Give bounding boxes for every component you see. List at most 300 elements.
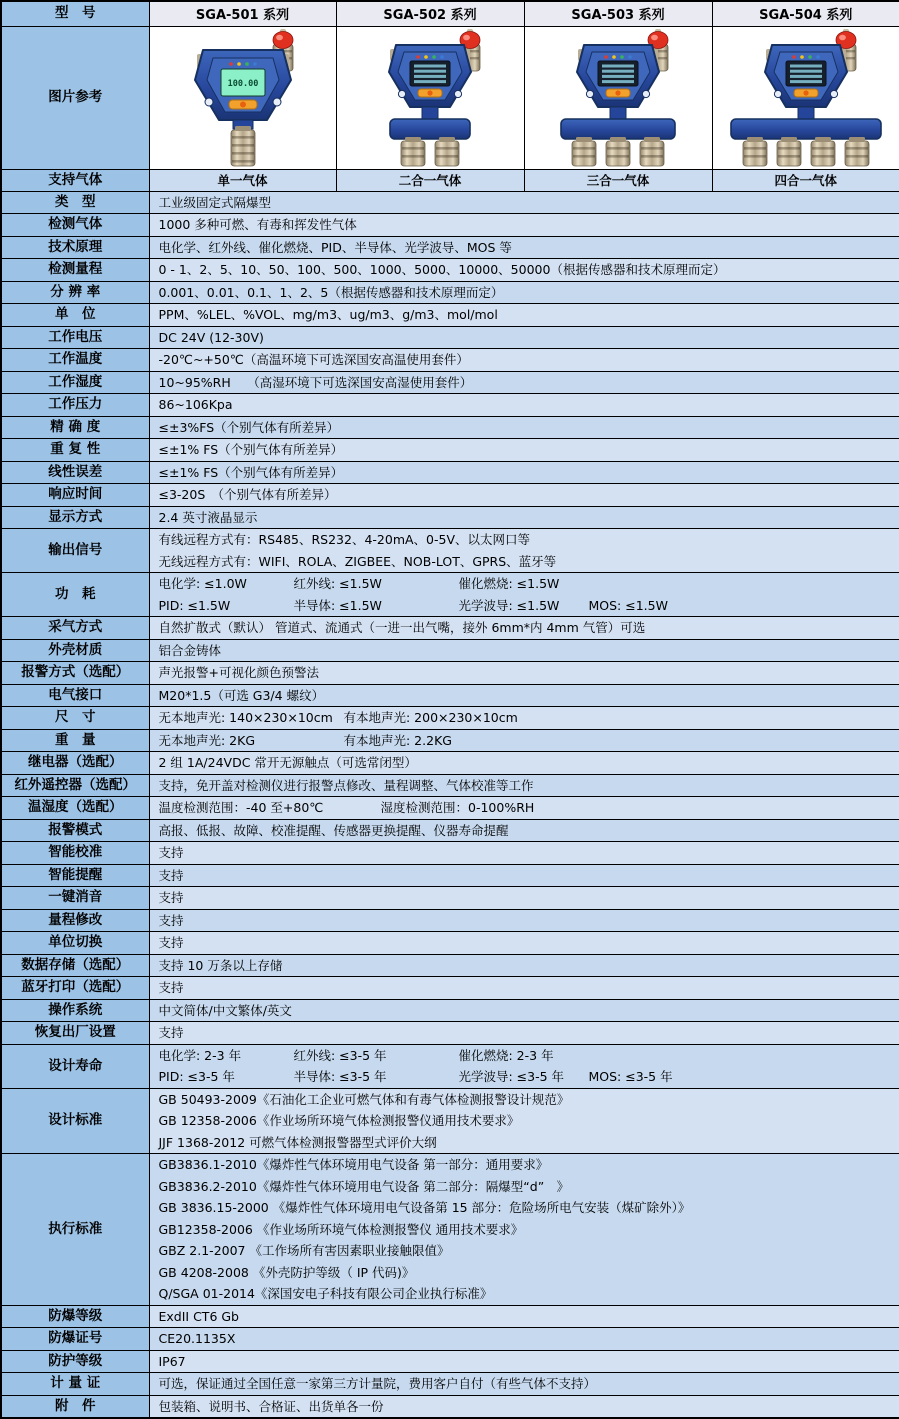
sensor-connector	[439, 137, 455, 142]
row-label: 计 量 证	[1, 1373, 149, 1396]
spec-line	[159, 1066, 899, 1088]
sensor-rib	[232, 160, 254, 163]
status-led	[604, 55, 608, 59]
spec-line	[159, 1373, 899, 1395]
row-label: 智能提醒	[1, 864, 149, 887]
spec-value	[149, 887, 899, 910]
spec-segment: Q/SGA 01-2014《深国安电子科技有限公司企业执行标准》	[159, 1283, 493, 1305]
gas-sensor-cylinder	[606, 141, 630, 166]
row-label: 单位切换	[1, 932, 149, 955]
spec-line	[159, 910, 899, 932]
spec-line	[159, 1132, 899, 1154]
spec-value	[149, 371, 899, 394]
spec-row	[1, 999, 899, 1022]
status-led	[440, 55, 444, 59]
spec-row	[1, 707, 899, 730]
product-image-sga-504	[712, 26, 899, 169]
spec-row	[1, 954, 899, 977]
spec-row	[1, 842, 899, 865]
spec-row	[1, 1088, 899, 1154]
spec-value	[149, 1350, 899, 1373]
row-label: 采气方式	[1, 617, 149, 640]
spec-segment: GB3836.2-2010《爆炸性气体环境用电气设备 第二部分：隔爆型“d” 》	[159, 1176, 570, 1198]
spec-value	[149, 439, 899, 462]
detector-illustration-sga-502	[338, 28, 523, 168]
supported-gas-row	[1, 169, 899, 191]
detector-illustration-sga-504	[714, 28, 899, 168]
spec-value	[149, 954, 899, 977]
screen-data-line	[414, 69, 446, 72]
spec-row	[1, 394, 899, 417]
screen-data-line	[602, 69, 634, 72]
spec-segment: 温度检测范围：-40 至+80℃	[159, 797, 381, 819]
mount-ear-hole	[454, 90, 461, 97]
sensor-rib	[436, 155, 458, 158]
spec-segment: GB 12358-2006《作业场所环境气体检测报警仪通用技术要求》	[159, 1110, 520, 1132]
spec-segment: 电化学: 2-3 年	[159, 1045, 294, 1067]
mount-ear-hole	[774, 90, 781, 97]
spec-segment: 红外线: ≤1.5W	[294, 573, 459, 595]
spec-line	[159, 439, 899, 461]
spec-row	[1, 349, 899, 372]
spec-value	[149, 281, 899, 304]
gas-sensor-cylinder	[777, 141, 801, 166]
spec-row	[1, 639, 899, 662]
sensor-connector	[644, 137, 660, 142]
row-label: 功 耗	[1, 573, 149, 617]
mount-ear-hole	[830, 90, 837, 97]
spec-value	[149, 662, 899, 685]
spec-segment: MOS: ≤1.5W	[589, 595, 668, 617]
spec-line	[159, 1045, 899, 1067]
spec-line	[159, 977, 899, 999]
spec-segment: PPM、%LEL、%VOL、mg/m3、ug/m3、g/m3、mol/mol	[159, 304, 498, 326]
spec-segment: GB 4208-2008 《外壳防护等级（ IP 代码)》	[159, 1262, 415, 1284]
spec-segment: 包装箱、说明书、合格证、出货单各一份	[159, 1396, 384, 1418]
status-led	[620, 55, 624, 59]
spec-line	[159, 1283, 899, 1305]
spec-value	[149, 1395, 899, 1418]
beacon-red-dome	[273, 31, 293, 48]
spec-row	[1, 416, 899, 439]
model-header-cell: SGA-502 系列	[336, 1, 524, 26]
spec-line	[159, 775, 899, 797]
status-led	[792, 55, 796, 59]
spec-segment: 10~95%RH （高湿环境下可选深国安高湿使用套件）	[159, 372, 473, 394]
spec-row	[1, 1305, 899, 1328]
status-led	[416, 55, 420, 59]
status-led	[816, 55, 820, 59]
spec-row	[1, 1328, 899, 1351]
status-led	[237, 62, 241, 66]
spec-line	[159, 462, 899, 484]
spec-line	[159, 1306, 899, 1328]
mount-ear-hole	[586, 90, 593, 97]
screen-data-line	[414, 74, 446, 77]
spec-value	[149, 1305, 899, 1328]
status-led	[229, 62, 233, 66]
sensor-rib	[607, 147, 629, 150]
spec-segment: 支持	[159, 910, 184, 932]
row-label: 红外遥控器（选配）	[1, 774, 149, 797]
spec-segment: 支持，免开盖对检测仪进行报警点修改、量程调整、气体校准等工作	[159, 775, 534, 797]
row-label: 设计寿命	[1, 1044, 149, 1088]
spec-segment: CE20.1135X	[159, 1328, 236, 1350]
spec-line	[159, 730, 899, 752]
gas-type-cell: 二合一气体	[336, 169, 524, 191]
spec-value	[149, 191, 899, 214]
spec-value	[149, 977, 899, 1000]
row-label: 尺 寸	[1, 707, 149, 730]
spec-segment: 支持	[159, 932, 184, 954]
spec-segment: 催化燃烧: ≤1.5W	[459, 573, 589, 595]
beacon-highlight	[839, 34, 846, 40]
spec-value	[149, 932, 899, 955]
spec-segment: 无线远程方式有：WIFI、ROLA、ZIGBEE、NOB-LOT、GPRS、蓝牙等	[159, 551, 557, 573]
row-label: 继电器（选配）	[1, 752, 149, 775]
spec-row	[1, 191, 899, 214]
status-led	[612, 55, 616, 59]
row-label: 重 复 性	[1, 439, 149, 462]
beacon-highlight	[651, 34, 658, 40]
spec-segment: PID: ≤1.5W	[159, 595, 294, 617]
row-label: 精 确 度	[1, 416, 149, 439]
gas-sensor-cylinder	[572, 141, 596, 166]
row-label: 蓝牙打印（选配）	[1, 977, 149, 1000]
spec-line	[159, 1328, 899, 1350]
spec-value	[149, 1088, 899, 1154]
spec-line	[159, 955, 899, 977]
spec-segment: 支持	[159, 865, 184, 887]
beacon-highlight	[276, 34, 283, 40]
spec-row	[1, 304, 899, 327]
spec-segment: 1000 多种可燃、有毒和挥发性气体	[159, 214, 357, 236]
screen-data-line	[602, 64, 634, 67]
sensor-rib	[573, 155, 595, 158]
spec-segment: 有本地声光: 200×230×10cm	[344, 707, 518, 729]
gas-type-cell: 三合一气体	[524, 169, 712, 191]
spec-line	[159, 685, 899, 707]
product-image-sga-503	[524, 26, 712, 169]
model-header-cell: SGA-503 系列	[524, 1, 712, 26]
sensor-rib	[846, 147, 868, 150]
spec-line	[159, 529, 899, 551]
row-label-model: 型 号	[1, 1, 149, 26]
spec-segment: 催化燃烧: 2-3 年	[459, 1045, 589, 1067]
spec-segment: 高报、低报、故障、校准提醒、传感器更换提醒、仪器寿命提醒	[159, 820, 509, 842]
spec-value	[149, 1328, 899, 1351]
spec-value	[149, 349, 899, 372]
model-header-cell: SGA-504 系列	[712, 1, 899, 26]
sensor-rib	[812, 155, 834, 158]
spec-segment: 铝合金铸体	[159, 640, 222, 662]
spec-segment: IP67	[159, 1351, 186, 1373]
spec-value	[149, 304, 899, 327]
spec-line	[159, 484, 899, 506]
row-label: 智能校准	[1, 842, 149, 865]
row-label: 附 件	[1, 1395, 149, 1418]
spec-row	[1, 484, 899, 507]
screen-data-line	[602, 74, 634, 77]
spec-value	[149, 707, 899, 730]
spec-line	[159, 327, 899, 349]
spec-segment: 86~106Kpa	[159, 394, 233, 416]
row-label: 设计标准	[1, 1088, 149, 1154]
spec-value	[149, 484, 899, 507]
spec-line	[159, 372, 899, 394]
spec-segment: DC 24V (12-30V)	[159, 327, 264, 349]
spec-segment: 有线远程方式有：RS485、RS232、4-20mA、0-5V、以太网口等	[159, 529, 531, 551]
spec-row	[1, 439, 899, 462]
spec-row	[1, 864, 899, 887]
spec-segment: -20℃~+50℃（高温环境下可选深国安高温使用套件）	[159, 349, 469, 371]
row-label: 量程修改	[1, 909, 149, 932]
spec-segment: MOS: ≤3-5 年	[589, 1066, 673, 1088]
spec-value	[149, 259, 899, 282]
spec-segment: 半导体: ≤3-5 年	[294, 1066, 459, 1088]
spec-line	[159, 394, 899, 416]
spec-segment: ExdII CT6 Gb	[159, 1306, 240, 1328]
product-image-sga-502	[336, 26, 524, 169]
spec-segment: 支持	[159, 1022, 184, 1044]
spec-value	[149, 617, 899, 640]
spec-value	[149, 573, 899, 617]
keypad-button	[803, 90, 808, 95]
row-label: 线性误差	[1, 461, 149, 484]
spec-segment: JJF 1368-2012 可燃气体检测报警器型式评价大纲	[159, 1132, 437, 1154]
screen-data-line	[602, 80, 634, 83]
sensor-rib	[641, 155, 663, 158]
spec-segment: 无本地声光: 2KG	[159, 730, 344, 752]
spec-segment: GB3836.1-2010《爆炸性气体环境用电气设备 第一部分：通用要求》	[159, 1154, 549, 1176]
spec-value	[149, 236, 899, 259]
sensor-connector	[235, 126, 251, 131]
spec-line	[159, 662, 899, 684]
spec-row	[1, 236, 899, 259]
spec-row	[1, 932, 899, 955]
status-led	[245, 62, 249, 66]
spec-segment: PID: ≤3-5 年	[159, 1066, 294, 1088]
keypad-button	[240, 101, 246, 107]
spec-row	[1, 887, 899, 910]
row-label: 工作温度	[1, 349, 149, 372]
spec-value	[149, 529, 899, 573]
gas-sensor-cylinder	[640, 141, 664, 166]
row-label: 检测量程	[1, 259, 149, 282]
spec-row	[1, 529, 899, 573]
spec-value	[149, 774, 899, 797]
spec-line	[159, 192, 899, 214]
spec-segment: 半导体: ≤1.5W	[294, 595, 459, 617]
spec-line	[159, 1154, 899, 1176]
row-label: 防爆证号	[1, 1328, 149, 1351]
row-label: 工作湿度	[1, 371, 149, 394]
sensor-rib	[607, 155, 629, 158]
detector-illustration-sga-503	[526, 28, 711, 168]
spec-segment: ≤±1% FS（个别气体有所差异）	[159, 462, 344, 484]
spec-segment: 红外线: ≤3-5 年	[294, 1045, 459, 1067]
spec-segment: ≤3-20S （个别气体有所差异）	[159, 484, 337, 506]
spec-row	[1, 573, 899, 617]
spec-value	[149, 1022, 899, 1045]
spec-segment: 支持 10 万条以上存储	[159, 955, 283, 977]
sensor-rib	[402, 155, 424, 158]
spec-row	[1, 752, 899, 775]
spec-value	[149, 394, 899, 417]
spec-segment: ≤±1% FS（个别气体有所差异）	[159, 439, 344, 461]
spec-line	[159, 640, 899, 662]
spec-segment: 2 组 1A/24VDC 常开无源触点（可选常闭型）	[159, 752, 417, 774]
beacon-highlight	[463, 34, 470, 40]
row-label: 单 位	[1, 304, 149, 327]
sensor-manifold	[390, 119, 470, 139]
spec-line	[159, 1089, 899, 1111]
sensor-rib	[744, 155, 766, 158]
spec-value	[149, 819, 899, 842]
spec-segment: GBZ 2.1-2007 《工作场所有害因素职业接触限值》	[159, 1240, 450, 1262]
spec-row	[1, 1154, 899, 1306]
spec-line	[159, 842, 899, 864]
spec-row	[1, 617, 899, 640]
row-label-image: 图片参考	[1, 26, 149, 169]
spec-value	[149, 214, 899, 237]
row-label: 温湿度（选配）	[1, 797, 149, 820]
screen-data-line	[790, 69, 822, 72]
mount-ear-hole	[273, 98, 281, 106]
spec-value	[149, 729, 899, 752]
screen-data-line	[790, 74, 822, 77]
gas-sensor-cylinder	[401, 141, 425, 166]
row-label-gas: 支持气体	[1, 169, 149, 191]
spec-line	[159, 887, 899, 909]
spec-line	[159, 417, 899, 439]
spec-line	[159, 797, 899, 819]
spec-segment: 声光报警+可视化颜色预警法	[159, 662, 319, 684]
spec-line	[159, 349, 899, 371]
spec-segment: 有本地声光: 2.2KG	[344, 730, 452, 752]
product-image-sga-501	[149, 26, 336, 169]
spec-row	[1, 909, 899, 932]
spec-line	[159, 573, 899, 595]
sensor-connector	[405, 137, 421, 142]
spec-segment: 中文简体/中文繁体/英文	[159, 1000, 292, 1022]
spec-row	[1, 774, 899, 797]
spec-row	[1, 1395, 899, 1418]
row-label: 电气接口	[1, 684, 149, 707]
spec-segment: 2.4 英寸液晶显示	[159, 507, 258, 529]
screen-reading: 100.00	[227, 79, 258, 89]
sensor-rib	[232, 136, 254, 139]
spec-row	[1, 819, 899, 842]
spec-value	[149, 999, 899, 1022]
sensor-connector	[849, 137, 865, 142]
status-led	[432, 55, 436, 59]
spec-row	[1, 729, 899, 752]
spec-segment: 0.001、0.01、0.1、1、2、5（根据传感器和技术原理而定）	[159, 282, 504, 304]
sensor-connector	[815, 137, 831, 142]
sensor-rib	[436, 147, 458, 150]
spec-row	[1, 506, 899, 529]
spec-row	[1, 371, 899, 394]
sensor-rib	[778, 155, 800, 158]
spec-line	[159, 1240, 899, 1262]
row-label: 工作电压	[1, 326, 149, 349]
spec-row	[1, 461, 899, 484]
row-label: 分 辨 率	[1, 281, 149, 304]
status-led	[808, 55, 812, 59]
spec-value	[149, 416, 899, 439]
spec-line	[159, 1176, 899, 1198]
spec-segment: 光学波导: ≤3-5 年	[459, 1066, 589, 1088]
screen-data-line	[414, 80, 446, 83]
spec-segment: 光学波导: ≤1.5W	[459, 595, 589, 617]
spec-line	[159, 932, 899, 954]
sensor-connector	[781, 137, 797, 142]
spec-row	[1, 1350, 899, 1373]
spec-line	[159, 617, 899, 639]
gas-sensor-cylinder	[811, 141, 835, 166]
spec-row	[1, 684, 899, 707]
spec-value	[149, 864, 899, 887]
row-label: 防爆等级	[1, 1305, 149, 1328]
row-label: 外壳材质	[1, 639, 149, 662]
screen-data-line	[790, 80, 822, 83]
row-label: 报警模式	[1, 819, 149, 842]
sensor-connector	[747, 137, 763, 142]
spec-line	[159, 282, 899, 304]
spec-line	[159, 752, 899, 774]
sensor-rib	[812, 147, 834, 150]
row-label: 输出信号	[1, 529, 149, 573]
spec-line	[159, 1110, 899, 1132]
spec-value	[149, 1373, 899, 1396]
spec-segment: 湿度检测范围：0-100%RH	[381, 797, 535, 819]
spec-segment: 0 - 1、2、5、10、50、100、500、1000、5000、10000、50000（根据传感器和技术原理而定）	[159, 259, 726, 281]
spec-line	[159, 214, 899, 236]
status-led	[628, 55, 632, 59]
spec-value	[149, 506, 899, 529]
spec-row	[1, 214, 899, 237]
spec-table-body	[1, 1, 899, 1418]
row-label: 执行标准	[1, 1154, 149, 1306]
product-image-row	[1, 26, 899, 169]
gas-sensor-cylinder	[743, 141, 767, 166]
sensor-connector	[610, 137, 626, 142]
sensor-manifold	[561, 119, 675, 139]
spec-value	[149, 639, 899, 662]
sensor-rib	[232, 144, 254, 147]
row-label: 一键消音	[1, 887, 149, 910]
sensor-rib	[744, 147, 766, 150]
spec-row	[1, 1373, 899, 1396]
keypad-button	[615, 90, 620, 95]
sensor-rib	[232, 152, 254, 155]
mount-ear-hole	[205, 98, 213, 106]
spec-line	[159, 551, 899, 573]
sensor-rib	[641, 147, 663, 150]
spec-value	[149, 842, 899, 865]
status-led	[253, 62, 257, 66]
spec-line	[159, 1197, 899, 1219]
row-label: 操作系统	[1, 999, 149, 1022]
row-label: 显示方式	[1, 506, 149, 529]
spec-row	[1, 259, 899, 282]
gas-type-cell: 单一气体	[149, 169, 336, 191]
mount-ear-hole	[398, 90, 405, 97]
row-label: 技术原理	[1, 236, 149, 259]
gas-sensor-cylinder	[435, 141, 459, 166]
row-label: 防护等级	[1, 1350, 149, 1373]
